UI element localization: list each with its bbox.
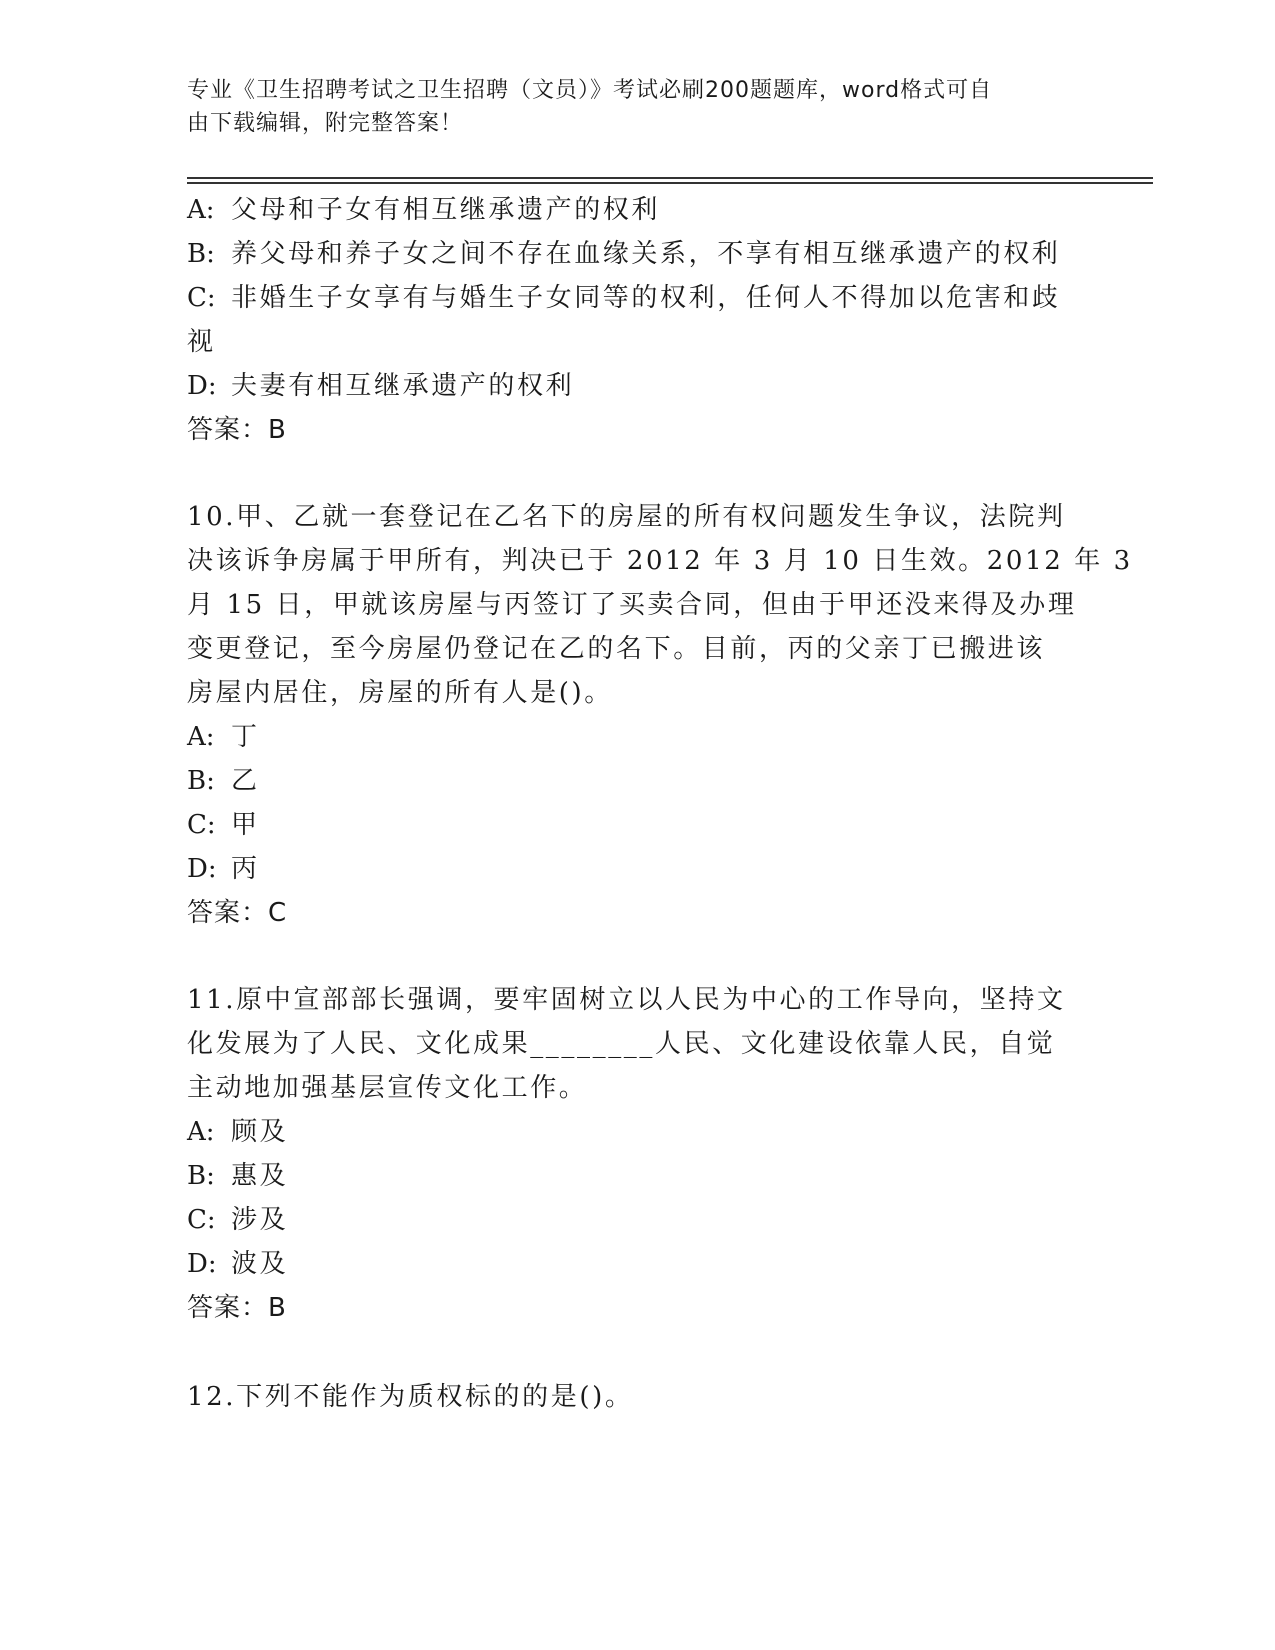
- option-letter: C:: [187, 1205, 216, 1235]
- q10-answer: 答案：C: [187, 898, 288, 928]
- option-text: 养父母和养子女之间不存在血缘关系，不享有相互继承遗产的权利: [231, 239, 1061, 269]
- option-text: 父母和子女有相互继承遗产的权利: [231, 195, 661, 225]
- option-letter: C:: [187, 283, 216, 313]
- option-letter: D:: [187, 1249, 217, 1279]
- q10-option-c: [187, 810, 260, 840]
- q10-stem-line-2: 决该诉争房属于甲所有，判决已于 2012 年 3 月 10 日生效。2012 年 3: [187, 546, 1133, 576]
- option-letter: A:: [187, 1117, 215, 1147]
- q9-option-d: [187, 371, 574, 401]
- option-text: 夫妻有相互继承遗产的权利: [231, 371, 575, 401]
- option-text: 顾及: [231, 1117, 289, 1147]
- option-letter: B:: [187, 1161, 215, 1191]
- option-text: 丁: [231, 722, 260, 752]
- option-text: 惠及: [231, 1161, 289, 1191]
- document-header: [187, 74, 1067, 140]
- q12-stem-line-1: 12.下列不能作为质权标的的是()。: [187, 1382, 634, 1412]
- header-line-2: 由下载编辑，附完整答案！: [187, 111, 464, 136]
- header-divider-top: [187, 177, 1153, 179]
- header-line-1: 专业《卫生招聘考试之卫生招聘（文员）》考试必刷200题题库，word格式可自: [187, 78, 993, 103]
- q9-answer: 答案：B: [187, 415, 287, 445]
- q9-option-c: [187, 283, 1060, 313]
- q11-option-b: [187, 1161, 288, 1191]
- q9-option-b: [187, 239, 1060, 269]
- q11-answer: 答案：B: [187, 1293, 287, 1323]
- q10-option-d: [187, 854, 260, 884]
- q10-stem-line-5: 房屋内居住，房屋的所有人是()。: [187, 678, 613, 708]
- option-text: 非婚生子女享有与婚生子女同等的权利，任何人不得加以危害和歧: [231, 283, 1061, 313]
- option-text: 乙: [231, 766, 260, 796]
- option-letter: B:: [187, 766, 215, 796]
- header-divider-bottom: [187, 182, 1153, 184]
- q10-stem-line-1: 10.甲、乙就一套登记在乙名下的房屋的所有权问题发生争议，法院判: [187, 502, 1066, 532]
- option-text: 丙: [231, 854, 260, 884]
- q10-stem-line-3: 月 15 日，甲就该房屋与丙签订了买卖合同，但由于甲还没来得及办理: [187, 590, 1077, 620]
- option-letter: D:: [187, 371, 217, 401]
- option-text: 甲: [231, 810, 260, 840]
- option-text: 波及: [231, 1249, 289, 1279]
- q9-option-c-continued: [187, 327, 216, 357]
- q11-option-c: [187, 1205, 288, 1235]
- q11-stem-line-1: 11.原中宣部部长强调，要牢固树立以人民为中心的工作导向，坚持文: [187, 985, 1066, 1015]
- option-letter: A:: [187, 722, 215, 752]
- q11-stem-line-3: 主动地加强基层宣传文化工作。: [187, 1073, 588, 1103]
- option-text: 涉及: [231, 1205, 289, 1235]
- q9-option-a: [187, 195, 660, 225]
- q11-stem-line-2: 化发展为了人民、文化成果________人民、文化建设依靠人民，自觉: [187, 1029, 1056, 1059]
- option-letter: D:: [187, 854, 217, 884]
- option-letter: B:: [187, 239, 215, 269]
- q10-option-b: [187, 766, 260, 796]
- option-letter: C:: [187, 810, 216, 840]
- option-text: 视: [187, 327, 216, 357]
- q11-option-d: [187, 1249, 288, 1279]
- q10-option-a: [187, 722, 260, 752]
- q11-option-a: [187, 1117, 288, 1147]
- option-letter: A:: [187, 195, 215, 225]
- q10-stem-line-4: 变更登记，至今房屋仍登记在乙的名下。目前，丙的父亲丁已搬进该: [187, 634, 1046, 664]
